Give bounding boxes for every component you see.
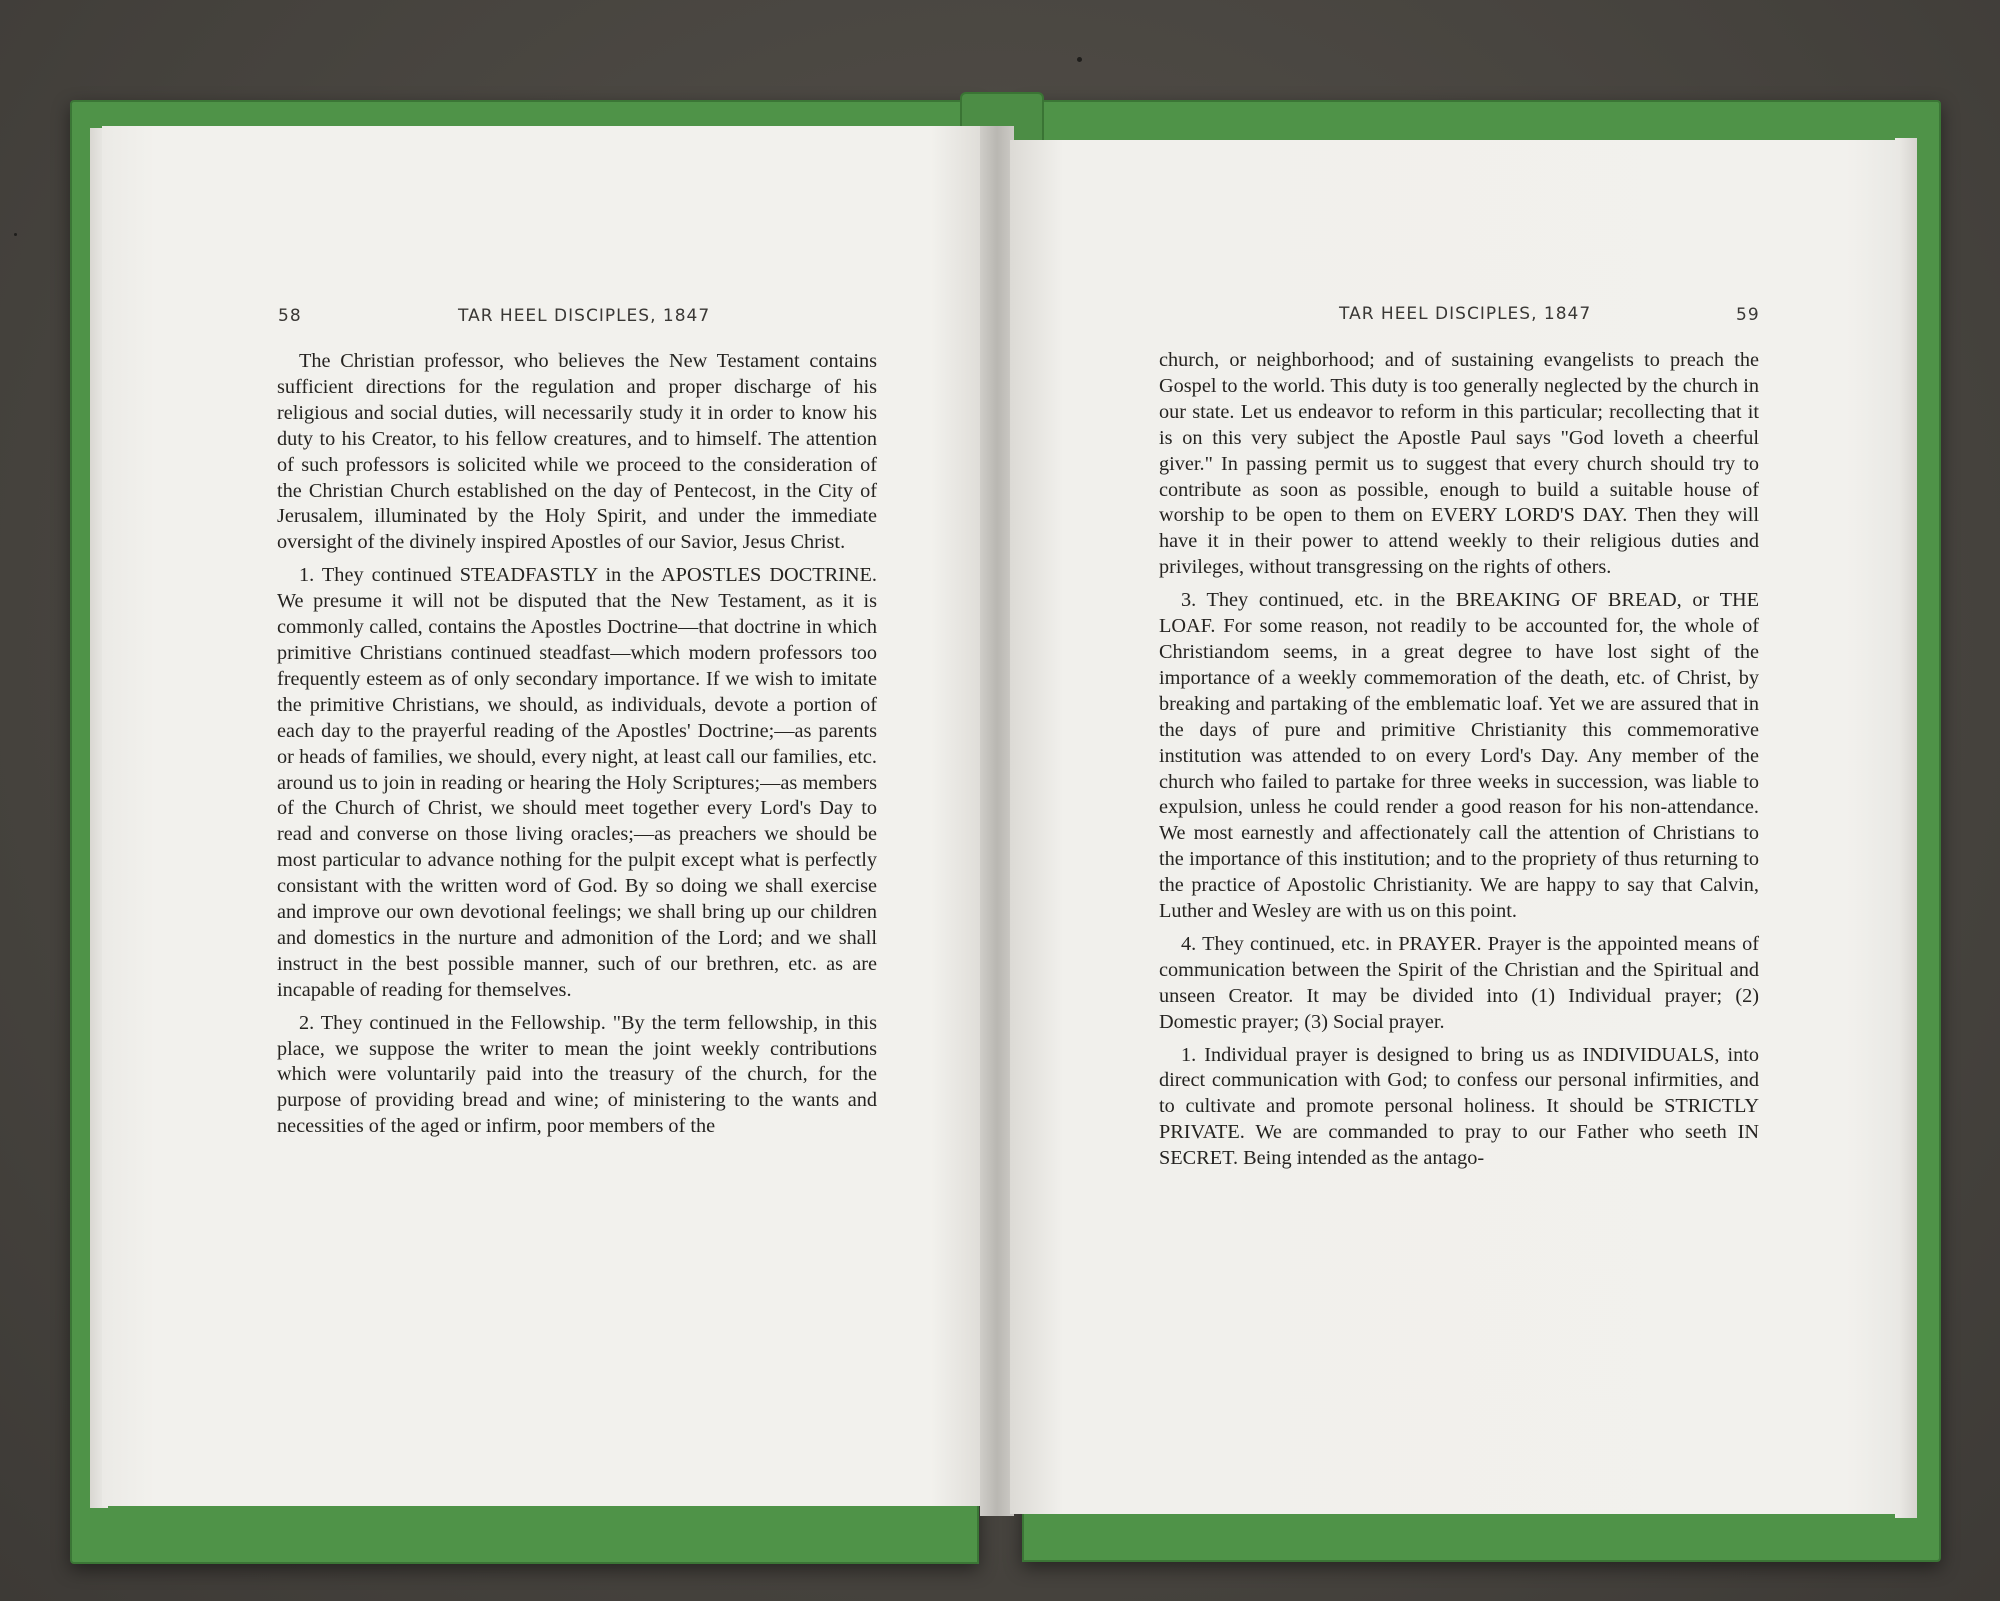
book-gutter	[980, 126, 1014, 1516]
running-head-right: TAR HEEL DISCIPLES, 1847	[1339, 304, 1592, 324]
paragraph: church, or neighborhood; and of sustaining evangelists to preach the Gospel to the world. This duty is too generally neglected by the church in our state. Let us endeavor to reform in this particular; recollecting that it is on this very subject the Apostle Paul says "God loveth a cheerful giver." In passing permit us to suggest that every church should try to contribute as soon as possible, enough to build a suitable house of worship to be open to them on EVERY LORD'S DAY. Then they will have it in their power to attend weekly to their religious duties and privileges, without transgressing on the rights of others.	[1159, 349, 1759, 579]
left-page-body	[277, 349, 877, 1147]
page-number-right: 59	[1736, 305, 1760, 325]
paragraph: 2. They continued in the Fellowship. "By the term fellowship, in this place, we suppose the writer to mean the joint weekly contributions which were voluntarily paid into the treasury of the church, for the purpose of providing bread and wine; of ministering to the wants and necessities of the aged or infirm, poor members of the	[277, 1011, 877, 1138]
paragraph: The Christian professor, who believes the New Testament contains sufficient directions for the regulation and proper discharge of his religious and social duties, will necessarily study it in order to know his duty to his Creator, to his fellow creatures, and to himself. The attention of such professors is solicited while we proceed to the consideration of the Christian Church established on the day of Pentecost, in the City of Jerusalem, illuminated by the Holy Spirit, and under the immediate oversight of the divinely inspired Apostles of our Savior, Jesus Christ.	[277, 350, 877, 554]
left-page	[102, 126, 984, 1506]
right-page	[1010, 140, 1900, 1514]
paragraph: 4. They continued, etc. in PRAYER. Prayer is the appointed means of communication between the Spirit of the Christian and the Spiritual and unseen Creator. It may be divided into (1) Individual prayer; (2) Domestic prayer; (3) Social prayer.	[1159, 932, 1759, 1033]
dust-speck	[1077, 57, 1082, 62]
paragraph: 1. They continued STEADFASTLY in the APOSTLES DOCTRINE. We presume it will not be disputed that the New Testament, as it is commonly called, contains the Apostles Doctrine—that doctrine in which primitive Christians continued steadfast—which modern professors too frequently esteem as of only secondary importance. If we wish to imitate the primitive Christians, we should, as individuals, devote a portion of each day to the prayerful reading of the Apostles' Doctrine;—as parents or heads of families, we should, every night, at least call our families, etc. around us to join in reading or hearing the Holy Scriptures;—as members of the Church of Christ, we should meet together every Lord's Day to read and converse on those living oracles;—as preachers we should be most particular to advance nothing for the pulpit except what is perfectly consistant with the written word of God. By so doing we shall exercise and improve our own devotional feelings; we shall bring up our children and domestics in the nurture and admonition of the Lord; and we shall instruct in the best possible manner, such of our brethren, etc. as are incapable of reading for themselves.	[277, 564, 877, 1001]
running-head-left: TAR HEEL DISCIPLES, 1847	[458, 306, 711, 326]
paragraph: 3. They continued, etc. in the BREAKING OF BREAD, or THE LOAF. For some reason, not readily to be accounted for, the whole of Christiandom seems, in a great degree to have lost sight of the importance of a weekly commemoration of the death, etc. of Christ, by breaking and partaking of the emblematic loaf. Yet we are assured that in the days of pure and primitive Christianity this commemorative institution was attended to on every Lord's Day. Any member of the church who failed to partake for three weeks in succession, was liable to expulsion, unless he could render a good reason for his non-attendance. We most earnestly and affectionately call the attention of Christians to the importance of this institution; and to the propriety of thus returning to the practice of Apostolic Christianity. We are happy to say that Calvin, Luther and Wesley are with us on this point.	[1159, 589, 1759, 923]
paragraph: 1. Individual prayer is designed to bring us as INDIVIDUALS, into direct communication with God; to confess our personal infirmities, and to cultivate and promote personal holiness. It should be STRICTLY PRIVATE. We are commanded to pray to our Father who seeth IN SECRET. Being intended as the antago-	[1159, 1043, 1759, 1170]
page-number-left: 58	[278, 306, 302, 326]
right-page-body	[1159, 348, 1759, 1179]
dust-speck	[14, 233, 17, 236]
